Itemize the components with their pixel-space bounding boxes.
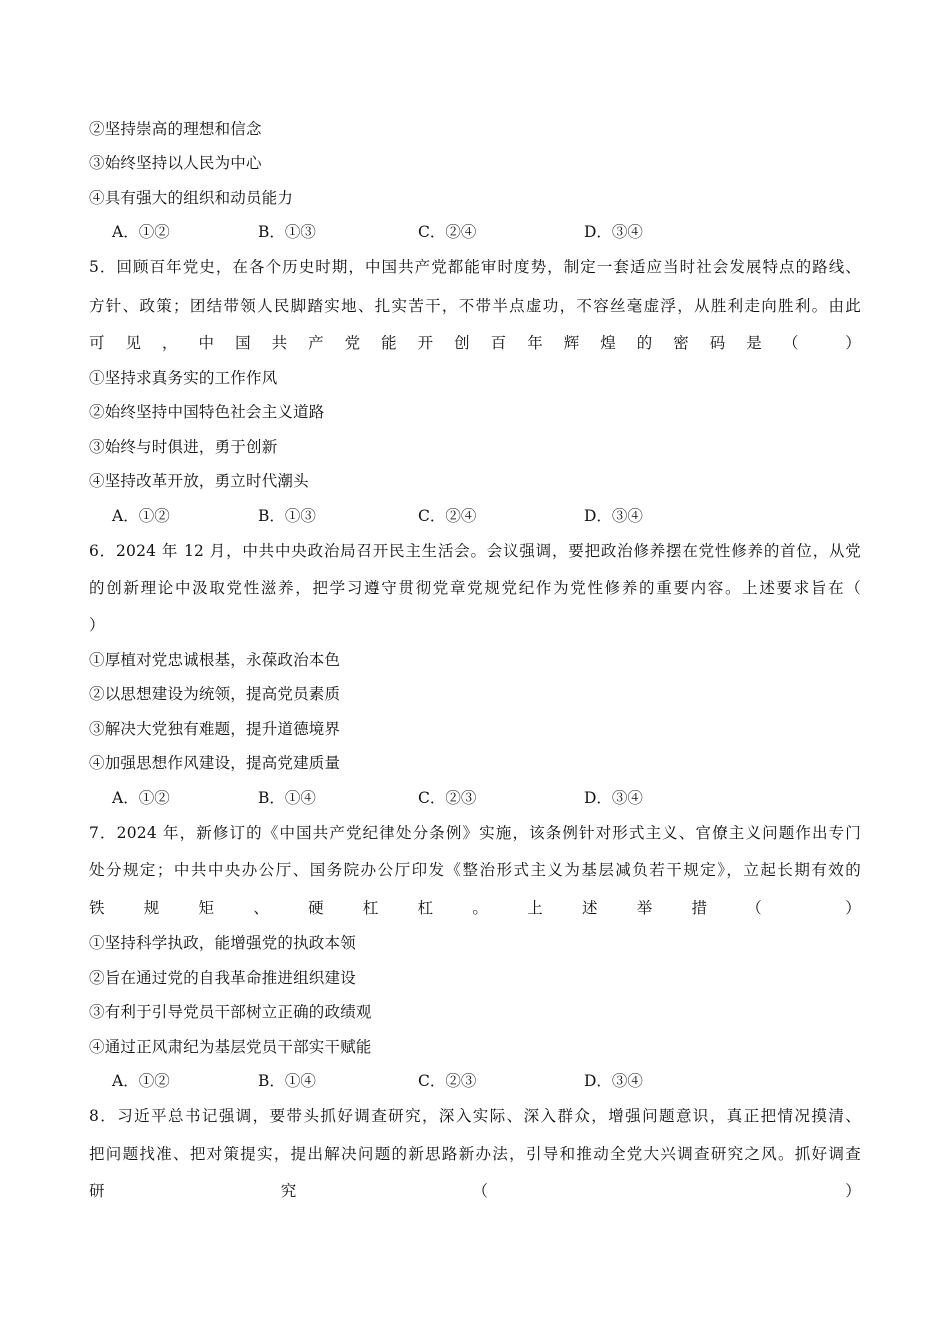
answer-options — [112, 222, 812, 242]
choice-item: ②旨在通过党的自我革命推进组织建设 — [89, 969, 356, 987]
option-c: C．②④ — [418, 223, 477, 241]
choice-item: ④具有强大的组织和动员能力 — [89, 189, 294, 207]
option-c: C．②④ — [418, 507, 477, 525]
question-6-stem-line: 6．2024 年 12 月，中共中央政治局召开民主生活会。会议强调，要把政治修养摆在党性修养的首位，从党 — [89, 542, 861, 560]
option-d: D．③④ — [584, 1072, 643, 1090]
option-a: A．①② — [112, 507, 170, 525]
option-c: C．②③ — [418, 789, 477, 807]
option-d: D．③④ — [584, 789, 643, 807]
choice-item: ③始终与时俱进，勇于创新 — [89, 438, 278, 456]
choice-item: ④加强思想作风建设，提高党建质量 — [89, 754, 341, 772]
question-7-stem-line: 7．2024 年，新修订的《中国共产党纪律处分条例》实施，该条例针对形式主义、官僚主义问题作出专门 — [89, 824, 861, 842]
option-d: D．③④ — [584, 223, 643, 241]
choice-item: ①厚植对党忠诚根基，永葆政治本色 — [89, 651, 341, 669]
option-a: A．①② — [112, 1072, 170, 1090]
choice-item: ④通过正风肃纪为基层党员干部实干赋能 — [89, 1038, 372, 1056]
question-7-stem-line: 处分规定；中共中央办公厅、国务院办公厅印发《整治形式主义为基层减负若干规定》，立起长期有效的 — [89, 861, 861, 879]
answer-options — [112, 788, 812, 808]
question-6-stem-line: 的创新理论中汲取党性滋养，把学习遵守贯彻党章党规党纪作为党性修养的重要内容。上述要求旨在（ — [89, 579, 861, 597]
choice-item: ③有利于引导党员干部树立正确的政绩观 — [89, 1003, 372, 1021]
option-c: C．②③ — [418, 1072, 477, 1090]
question-8-stem-line: 把问题找准、把对策提实，提出解决问题的新思路新办法，引导和推动全党大兴调查研究之风。抓好调查 — [89, 1145, 861, 1163]
choice-item: ③始终坚持以人民为中心 — [89, 154, 262, 172]
option-b: B．①③ — [258, 223, 316, 241]
choice-item: ④坚持改革开放，勇立时代潮头 — [89, 472, 309, 490]
question-5-stem-line: 方针、政策；团结带领人民脚踏实地、扎实苦干，不带半点虚功，不容丝毫虚浮，从胜利走向胜利。由此 — [89, 297, 861, 315]
question-7-stem-line: 铁规矩、硬杠杠。上述举措（ ） — [89, 899, 861, 917]
choice-item: ②始终坚持中国特色社会主义道路 — [89, 403, 325, 421]
choice-item: ②坚持崇高的理想和信念 — [89, 120, 262, 138]
option-a: A．①② — [112, 789, 170, 807]
option-b: B．①③ — [258, 507, 316, 525]
choice-item: ①坚持求真务实的工作作风 — [89, 369, 278, 387]
question-5-stem-line: 可见，中国共产党能开创百年辉煌的密码是（ ） — [89, 334, 861, 352]
answer-options — [112, 506, 812, 526]
option-d: D．③④ — [584, 507, 643, 525]
question-6-stem-line: ） — [89, 616, 105, 634]
choice-item: ①坚持科学执政，能增强党的执政本领 — [89, 934, 356, 952]
option-b: B．①④ — [258, 1072, 316, 1090]
question-8-stem-line: 研究（ ） — [89, 1182, 861, 1200]
choice-item: ③解决大党独有难题，提升道德境界 — [89, 720, 341, 738]
choice-item: ②以思想建设为统领，提高党员素质 — [89, 685, 341, 703]
question-8-stem-line: 8．习近平总书记强调，要带头抓好调查研究，深入实际、深入群众，增强问题意识，真正把情况摸清、 — [89, 1107, 861, 1125]
answer-options — [112, 1071, 812, 1091]
option-b: B．①④ — [258, 789, 316, 807]
option-a: A．①② — [112, 223, 170, 241]
question-5-stem-line: 5．回顾百年党史，在各个历史时期，中国共产党都能审时度势，制定一套适应当时社会发展特点的路线、 — [89, 258, 861, 276]
